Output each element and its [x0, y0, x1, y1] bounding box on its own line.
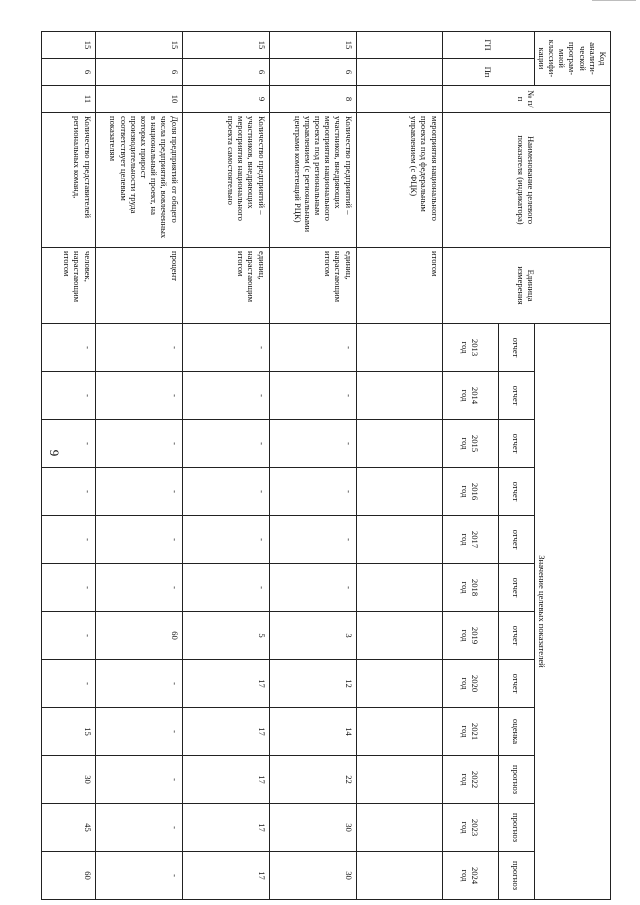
header-year-2017 [442, 516, 498, 564]
cell-value-2016 [356, 468, 442, 516]
cell-gp: 15 [269, 32, 356, 59]
cell-value-2023: 30 [269, 804, 356, 852]
year-number: 2018 [470, 578, 481, 597]
header-year-2015 [442, 420, 498, 468]
cell-name: Доля предприятий от общего числа предприятий, вовлеченных в национальный проект, на которых прирост производительности труда соответствует целевым показателям [95, 113, 182, 248]
header-year-2023 [442, 804, 498, 852]
year-number: 2023 [470, 818, 481, 837]
year-god: год [460, 533, 471, 546]
header-year-2018 [442, 564, 498, 612]
cell-value-2022: 22 [269, 756, 356, 804]
header-year-2024 [442, 852, 498, 900]
year-god: год [460, 629, 471, 642]
cell-name: Количество предприятий – участников, внедряющих мероприятия национального проекта самостоятельно [182, 113, 269, 248]
cell-value-2013 [356, 324, 442, 372]
cell-value-2015: - [95, 420, 182, 468]
cell-value-2017 [356, 516, 442, 564]
header-no: № п/п [442, 86, 610, 113]
cell-value-2023: 45 [41, 804, 95, 852]
header-unit: Единица измерения [442, 248, 610, 324]
cell-name: Количество предприятий – участников, внедряющих мероприятия национального проекта под региональным управлением (с региональными центрами компетенций РЦК) [269, 113, 356, 248]
cell-value-2016: - [95, 468, 182, 516]
year-number: 2020 [470, 674, 481, 693]
cell-value-2017: - [95, 516, 182, 564]
cell-gp: 15 [95, 32, 182, 59]
cell-value-2019 [356, 612, 442, 660]
cell-pp: 6 [95, 59, 182, 86]
header-status-2014: отчет [498, 372, 534, 420]
cell-unit: процент [95, 248, 182, 324]
cell-gp: 15 [182, 32, 269, 59]
cell-unit: единиц, нарастающим итогом [182, 248, 269, 324]
cell-value-2015: - [41, 420, 95, 468]
year-number: 2017 [470, 530, 481, 549]
cell-value-2023 [356, 804, 442, 852]
cell-unit: единиц, нарастающим итогом [269, 248, 356, 324]
cell-value-2019: 5 [182, 612, 269, 660]
cell-name: Количество представителей региональных команд, [41, 113, 95, 248]
year-god: год [460, 869, 471, 882]
cell-value-2020: - [41, 660, 95, 708]
cell-value-2019: 3 [269, 612, 356, 660]
header-pp: Пп [442, 59, 534, 86]
header-status-2015: отчет [498, 420, 534, 468]
cell-no: 11 [41, 86, 95, 113]
cell-value-2018: - [41, 564, 95, 612]
year-god: год [460, 821, 471, 834]
cell-value-2018: - [269, 564, 356, 612]
year-number: 2015 [470, 434, 481, 453]
header-gp: ГП [442, 32, 534, 59]
year-number: 2019 [470, 626, 481, 645]
cell-value-2013: - [269, 324, 356, 372]
header-row-1 [534, 32, 610, 900]
year-god: год [460, 485, 471, 498]
cell-value-2021 [356, 708, 442, 756]
cell-value-2019: 60 [95, 612, 182, 660]
cell-value-2013: - [41, 324, 95, 372]
cell-value-2021: 17 [182, 708, 269, 756]
cell-value-2018: - [95, 564, 182, 612]
header-name: Наименование целевого показателя (индикатора) [442, 113, 610, 248]
cell-value-2024: 30 [269, 852, 356, 900]
cell-unit: итогом [356, 248, 442, 324]
cell-no: 10 [95, 86, 182, 113]
cell-value-2022 [356, 756, 442, 804]
cell-value-2020: 12 [269, 660, 356, 708]
cell-value-2024: - [95, 852, 182, 900]
cell-value-2021: - [95, 708, 182, 756]
cell-value-2024: 60 [41, 852, 95, 900]
header-year-2022 [442, 756, 498, 804]
cell-value-2013: - [182, 324, 269, 372]
cell-gp [356, 32, 442, 59]
cell-name: мероприятия национального проекта под федеральным управлением (с ФЦК) [356, 113, 442, 248]
cell-pp: 6 [182, 59, 269, 86]
header-status-2024: прогноз [498, 852, 534, 900]
cell-pp: 6 [41, 59, 95, 86]
year-god: год [460, 341, 471, 354]
header-status-2013: отчет [498, 324, 534, 372]
year-number: 2022 [470, 770, 481, 789]
cell-value-2018: - [182, 564, 269, 612]
header-values: Значение целевых показателей [534, 324, 610, 900]
header-status-2016: отчет [498, 468, 534, 516]
year-number: 2024 [470, 866, 481, 885]
cell-no: 9 [182, 86, 269, 113]
cell-no: 8 [269, 86, 356, 113]
table-row [182, 32, 269, 900]
cell-value-2022: 30 [41, 756, 95, 804]
page-number: 9 [47, 449, 62, 457]
rotated-table-frame [62, 31, 611, 899]
header-year-2014 [442, 372, 498, 420]
table-row [41, 32, 95, 900]
cell-value-2015: - [269, 420, 356, 468]
year-god: год [460, 581, 471, 594]
cell-value-2017: - [41, 516, 95, 564]
header-year-2021 [442, 708, 498, 756]
cell-value-2014: - [41, 372, 95, 420]
header-status-2017: отчет [498, 516, 534, 564]
cell-value-2014: - [95, 372, 182, 420]
year-number: 2021 [470, 722, 481, 741]
cell-value-2020: 17 [182, 660, 269, 708]
year-god: год [460, 389, 471, 402]
scan-edge-mark [592, 0, 636, 3]
cell-value-2024 [356, 852, 442, 900]
cell-value-2016: - [41, 468, 95, 516]
header-kod: Код аналити-ческой програм-мной классифи-кации [534, 32, 610, 86]
header-year-2016 [442, 468, 498, 516]
cell-value-2014: - [269, 372, 356, 420]
header-status-2022: прогноз [498, 756, 534, 804]
table-container [62, 31, 611, 899]
year-number: 2013 [470, 338, 481, 357]
indicator-table [41, 31, 611, 900]
cell-value-2017: - [269, 516, 356, 564]
year-god: год [460, 437, 471, 450]
year-god: год [460, 677, 471, 690]
header-status-2019: отчет [498, 612, 534, 660]
header-year-2013 [442, 324, 498, 372]
cell-value-2020 [356, 660, 442, 708]
cell-value-2021: 14 [269, 708, 356, 756]
cell-value-2022: - [95, 756, 182, 804]
cell-gp: 15 [41, 32, 95, 59]
header-year-2020 [442, 660, 498, 708]
cell-no [356, 86, 442, 113]
table-row [269, 32, 356, 900]
year-number: 2014 [470, 386, 481, 405]
year-god: год [460, 725, 471, 738]
year-number: 2016 [470, 482, 481, 501]
header-status-2020: отчет [498, 660, 534, 708]
cell-pp: 6 [269, 59, 356, 86]
header-status-2021: оценка [498, 708, 534, 756]
cell-value-2022: 17 [182, 756, 269, 804]
cell-value-2020: - [95, 660, 182, 708]
header-status-2023: прогноз [498, 804, 534, 852]
cell-value-2023: - [95, 804, 182, 852]
cell-value-2014: - [182, 372, 269, 420]
cell-value-2019: - [41, 612, 95, 660]
cell-value-2016: - [269, 468, 356, 516]
table-row [356, 32, 442, 900]
cell-pp [356, 59, 442, 86]
cell-value-2013: - [95, 324, 182, 372]
cell-value-2016: - [182, 468, 269, 516]
header-year-2019 [442, 612, 498, 660]
cell-value-2015: - [182, 420, 269, 468]
cell-value-2021: 15 [41, 708, 95, 756]
cell-value-2015 [356, 420, 442, 468]
cell-value-2018 [356, 564, 442, 612]
cell-value-2023: 17 [182, 804, 269, 852]
year-god: год [460, 773, 471, 786]
cell-value-2014 [356, 372, 442, 420]
header-status-2018: отчет [498, 564, 534, 612]
cell-value-2024: 17 [182, 852, 269, 900]
table-row [95, 32, 182, 900]
cell-value-2017: - [182, 516, 269, 564]
cell-unit: человек, нарастающим итогом [41, 248, 95, 324]
